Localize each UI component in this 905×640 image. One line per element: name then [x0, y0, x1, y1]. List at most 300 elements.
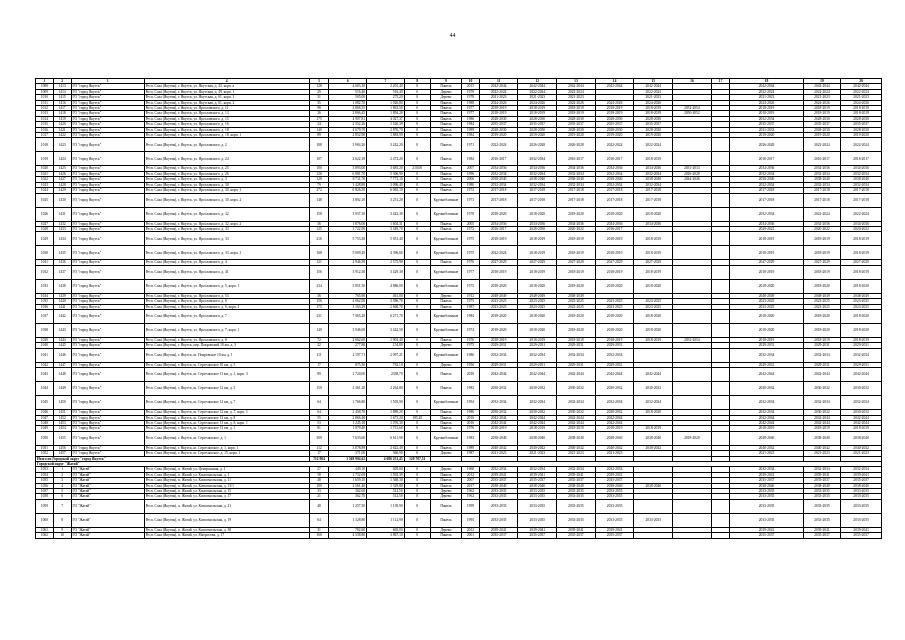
cell-col-19: 2027-2029 — [803, 260, 841, 265]
cell-col-14: 2018-2020 — [595, 279, 634, 293]
cell-col-10: 1986 — [462, 348, 480, 362]
cell-col-12: 2042-2044 — [518, 415, 557, 420]
cell-col-6: 1 659,10 — [329, 478, 367, 483]
cell-col-18: 2029-2031 — [730, 362, 803, 367]
page-number: 44 — [449, 33, 456, 39]
cell-col-7: 516,40 — [367, 89, 405, 94]
cell-col-15: 2023-2025 — [634, 304, 673, 309]
cell-col-9: Панель — [430, 410, 461, 415]
cell-col-20: 2018-2019 — [841, 265, 882, 279]
housing-register-table — [35, 78, 882, 539]
cell-col-13: 2023-2025 — [557, 299, 596, 304]
cell-col-5: 234 — [309, 279, 329, 293]
cell-col-11: 2023-2025 — [479, 304, 518, 309]
cell-col-13: 2032-2034 — [557, 396, 596, 410]
cell-col-4: Респ. Саха (Якутия), г. Якутск, ул. Ярославского, д. 24 — [144, 152, 309, 166]
cell-col-20: 2017-2018 — [841, 188, 882, 193]
cell-col-2: 1457 — [53, 451, 71, 456]
cell-col-13: 2034-2036 — [557, 166, 596, 171]
column-header-5: 5 — [309, 79, 329, 84]
cell-col-17 — [711, 513, 730, 527]
cell-col-2: 9 — [53, 527, 71, 532]
cell-col-10: 1973 — [462, 193, 480, 207]
cell-col-8: 0 — [404, 122, 430, 127]
cell-col-14: 2032-2034 — [595, 182, 634, 187]
cell-col-5: 128 — [309, 177, 329, 182]
cell-col-18: 2020-2022 — [730, 226, 803, 231]
cell-col-19: 2018-2019 — [803, 426, 841, 431]
cell-col-20: 2038-2040 — [841, 483, 882, 488]
cell-col-18: 2032-2034 — [730, 182, 803, 187]
cell-col-11: 2032-2034 — [479, 467, 518, 472]
cell-col-13: 2018-2019 — [557, 337, 596, 342]
cell-col-18: 2039-2041 — [730, 472, 803, 477]
total-label: Итого по Городской округ "город Якутск" — [36, 456, 310, 461]
cell-col-5: 35 — [309, 100, 329, 105]
cell-col-7: 1 604,31 — [367, 221, 405, 226]
cell-col-12: 2018-2019 — [518, 106, 557, 111]
cell-col-16 — [673, 279, 712, 293]
cell-col-11: 2016-2017 — [479, 152, 518, 166]
cell-col-20: 2022-2024 — [841, 207, 882, 221]
cell-col-5: 48 — [309, 478, 329, 483]
cell-col-10: 1994 — [462, 396, 480, 410]
cell-col-12: 2030-2032 — [518, 382, 557, 396]
cell-col-4: Респ. Саха (Якутия), г. Якутск, ш. Сергеляхское 13 км, д. 1 — [144, 426, 309, 431]
cell-col-9: Крупноблочные — [430, 207, 461, 221]
column-header-10: 10 — [462, 79, 480, 84]
cell-col-8: 0 — [404, 467, 430, 472]
cell-col-18: 2035-2037 — [730, 478, 803, 483]
cell-col-20: 2035-2037 — [841, 122, 882, 127]
cell-col-3: ГО "Жатай" — [71, 483, 144, 488]
cell-col-5: 98 — [309, 106, 329, 111]
cell-col-19: 2042-2044 — [803, 368, 841, 382]
cell-col-17 — [711, 533, 730, 538]
cell-col-7: 1 526,39 — [367, 122, 405, 127]
cell-col-3: ГО "Жатай" — [71, 467, 144, 472]
cell-col-19: 2022-2024 — [803, 207, 841, 221]
cell-col-15: 2018-2020 — [634, 279, 673, 293]
cell-col-11: 2018-2019 — [479, 106, 518, 111]
cell-col-6: 1 876,06 — [329, 221, 367, 226]
cell-col-6: 782,60 — [329, 527, 367, 532]
cell-col-9: Дерево — [430, 467, 461, 472]
cell-col-19: 2018-2019 — [803, 111, 841, 116]
cell-col-16 — [673, 265, 712, 279]
cell-col-5: 216 — [309, 232, 329, 246]
cell-col-2: 1445 — [53, 343, 71, 348]
cell-col-15: 2032-2034 — [634, 171, 673, 176]
cell-col-12: 2024-2026 — [518, 100, 557, 105]
cell-col-2: 1417 — [53, 106, 71, 111]
cell-col-6: 7 065,20 — [329, 309, 367, 323]
cell-col-15: 2032-2034 — [634, 182, 673, 187]
cell-col-7: 1 883,99 — [367, 133, 405, 138]
cell-col-16 — [673, 382, 712, 396]
cell-col-11: 2038-2040 — [479, 431, 518, 445]
cell-col-17 — [711, 431, 730, 445]
cell-col-10: 2016 — [462, 420, 480, 425]
cell-col-5: 33 — [309, 489, 329, 494]
cell-col-2: 1414 — [53, 89, 71, 94]
cell-col-1: 1043 — [36, 368, 54, 382]
cell-col-8: 0 — [404, 489, 430, 494]
cell-col-5: 89 — [309, 368, 329, 382]
cell-col-2: 1433 — [53, 226, 71, 231]
cell-col-2: 1427 — [53, 177, 71, 182]
cell-col-7: 2 201,40 — [367, 84, 405, 89]
cell-col-16 — [673, 193, 712, 207]
cell-col-6: 362,60 — [329, 489, 367, 494]
cell-col-15: 2018-2019 — [634, 106, 673, 111]
cell-col-12: 2026-2028 — [518, 138, 557, 152]
column-header-11: 11 — [479, 79, 518, 84]
cell-col-6: 8 711,70 — [329, 177, 367, 182]
cell-col-12: 2027-2029 — [518, 260, 557, 265]
cell-col-10: 1996 — [462, 171, 480, 176]
cell-col-15: 2018-2019 — [634, 426, 673, 431]
cell-col-6: 4 062,90 — [329, 299, 367, 304]
cell-col-5: 64 — [309, 513, 329, 527]
cell-col-7: 1 673,20 — [367, 415, 405, 420]
cell-col-9: Панель — [430, 116, 461, 121]
cell-col-11: 2032-2034 — [479, 348, 518, 362]
cell-col-8: 0 — [404, 171, 430, 176]
cell-col-18: 2024-2026 — [730, 100, 803, 105]
cell-col-20: 2022-2024 — [841, 138, 882, 152]
cell-col-1: 1049 — [36, 426, 54, 431]
cell-col-12: 2033-2035 — [518, 513, 557, 527]
cell-col-8: 0 — [404, 265, 430, 279]
cell-col-10: 1978 — [462, 207, 480, 221]
cell-col-10: 1978 — [462, 95, 480, 100]
cell-col-12: 2028-2030 — [518, 226, 557, 231]
cell-col-11: 2022-2024 — [479, 246, 518, 260]
cell-col-8: 0 — [404, 152, 430, 166]
cell-col-8: 0 — [404, 362, 430, 367]
cell-col-16 — [673, 138, 712, 152]
cell-col-1: 1023 — [36, 182, 54, 187]
cell-col-1: 1041 — [36, 348, 54, 362]
cell-col-15: 2017-2018 — [634, 193, 673, 207]
cell-col-20: 2038-2040 — [841, 431, 882, 445]
cell-col-20: 2028-2030 — [841, 127, 882, 132]
cell-col-6: 5 753,30 — [329, 232, 367, 246]
cell-col-3: ГО "город Якутск" — [71, 382, 144, 396]
table-row — [36, 396, 882, 410]
cell-col-14: 2018-2019 — [595, 106, 634, 111]
cell-col-14: 2035-2037 — [595, 533, 634, 538]
cell-col-4: Респ. Саха (Якутия), г. Якутск, ул. Ярославского, д. 41 — [144, 265, 309, 279]
cell-col-1: 1059 — [36, 499, 54, 513]
cell-col-13: 2033-2035 — [557, 489, 596, 494]
cell-col-4: Респ. Саха (Якутия), г. Якутск, ш. Сергеляхское 12 км, д. 7 — [144, 396, 309, 410]
cell-col-14: 2029-2031 — [595, 362, 634, 367]
cell-col-18: 2021-2023 — [730, 95, 803, 100]
cell-col-12: 2032-2034 — [518, 171, 557, 176]
cell-col-14: 2032-2034 — [595, 467, 634, 472]
cell-col-5: 36 — [309, 293, 329, 298]
cell-col-16: 2044-2046 — [673, 177, 712, 182]
cell-col-19: 2018-2020 — [803, 279, 841, 293]
cell-col-19: 2035-2037 — [803, 122, 841, 127]
cell-col-20: 2030-2032 — [841, 410, 882, 415]
cell-col-8: 0 — [404, 106, 430, 111]
cell-col-3: ГО "город Якутск" — [71, 323, 144, 337]
cell-col-12: 2034-2036 — [518, 166, 557, 171]
cell-col-12: 2048-2049 — [518, 293, 557, 298]
cell-col-9: Дерево — [430, 527, 461, 532]
cell-col-1: 1038 — [36, 323, 54, 337]
cell-col-1: 1058 — [36, 494, 54, 499]
cell-col-11: 2040-2042 — [479, 445, 518, 450]
cell-col-18: 2040-2042 — [730, 445, 803, 450]
cell-col-17 — [711, 323, 730, 337]
cell-col-1: 1014 — [36, 116, 54, 121]
cell-col-6: 4 603,10 — [329, 84, 367, 89]
cell-col-5: 272 — [309, 188, 329, 193]
cell-col-15: 2018-2019 — [634, 246, 673, 260]
cell-col-19: 2017-2018 — [803, 188, 841, 193]
cell-col-13: 2020-2022 — [557, 226, 596, 231]
cell-col-20: 2018-2019 — [841, 232, 882, 246]
cell-col-13: 2035-2037 — [557, 478, 596, 483]
cell-col-5: 168 — [309, 246, 329, 260]
cell-col-20: 2017-2018 — [841, 193, 882, 207]
cell-col-11: 2019-2020 — [479, 133, 518, 138]
cell-col-18: 2035-2037 — [730, 533, 803, 538]
cell-col-4: Респ. Саха (Якутия), г. Якутск, ул. Ярославского, д. 3 — [144, 177, 309, 182]
cell-col-10: 1988 — [462, 100, 480, 105]
cell-col-12: 2029-2031 — [518, 343, 557, 348]
cell-col-4: Респ. Саха (Якутия), г. Якутск, ул. Ярославского, д. 6 — [144, 299, 309, 304]
cell-col-6: 277,80 — [329, 343, 367, 348]
cell-col-2: 1422 — [53, 133, 71, 138]
cell-col-15 — [634, 348, 673, 362]
cell-col-13: 2027-2029 — [557, 260, 596, 265]
cell-col-6: 765,90 — [329, 293, 367, 298]
cell-col-6: 3 937,30 — [329, 207, 367, 221]
column-header-2: 2 — [53, 79, 71, 84]
cell-col-10: 1987 — [462, 451, 480, 456]
cell-col-15: 2038-2040 — [634, 431, 673, 445]
cell-col-18: 2033-2035 — [730, 489, 803, 494]
cell-col-14: 2016-2017 — [595, 152, 634, 166]
cell-col-20: 2039-2041 — [841, 472, 882, 477]
cell-col-9: Панель — [430, 445, 461, 450]
cell-col-14: 2042-2044 — [595, 368, 634, 382]
cell-col-1: 1026 — [36, 207, 54, 221]
cell-col-1: 1027 — [36, 221, 54, 226]
cell-col-20: 2020-2022 — [841, 226, 882, 231]
cell-col-20: 2039-2041 — [841, 527, 882, 532]
cell-col-19: 2034-2036 — [803, 221, 841, 226]
cell-col-4: Респ. Саха (Якутия), г. Якутск, ул. Ярославского, д. 18, корп. 1 — [144, 133, 309, 138]
cell-col-9: Панель — [430, 499, 461, 513]
cell-col-15: 2018-2020 — [634, 207, 673, 221]
cell-col-18: 2018-2019 — [730, 232, 803, 246]
cell-col-3: ГО "город Якутск" — [71, 111, 144, 116]
cell-col-4: Респ. Саха (Якутия), г. Якутск, ул. Ярославского, д. 53 — [144, 293, 309, 298]
cell-col-19: 2018-2020 — [803, 323, 841, 337]
cell-col-20: 2030-2032 — [841, 382, 882, 396]
cell-col-13: 2030-2032 — [557, 382, 596, 396]
cell-col-1: 1017 — [36, 133, 54, 138]
cell-col-20: 2022-2024 — [841, 89, 882, 94]
cell-col-13: 2021-2023 — [557, 95, 596, 100]
cell-col-8: 0 — [404, 293, 430, 298]
cell-col-8: 0 — [404, 221, 430, 226]
cell-col-18: 2032-2034 — [730, 116, 803, 121]
cell-col-17 — [711, 207, 730, 221]
cell-col-2: 7 — [53, 499, 71, 513]
cell-col-3: ГО "город Якутск" — [71, 138, 144, 152]
cell-col-5: 125 — [309, 226, 329, 231]
cell-col-19: 2030-2032 — [803, 382, 841, 396]
cell-col-7: 1 863,50 — [367, 106, 405, 111]
cell-col-20: 2032-2034 — [841, 396, 882, 410]
cell-col-3: ГО "город Якутск" — [71, 299, 144, 304]
cell-col-1: 1032 — [36, 265, 54, 279]
cell-col-1: 1024 — [36, 188, 54, 193]
cell-col-19: 2018-2019 — [803, 106, 841, 111]
table-row — [36, 207, 882, 221]
cell-col-1: 1062 — [36, 533, 54, 538]
cell-col-1: 1022 — [36, 177, 54, 182]
cell-col-7: 5 051,40 — [367, 232, 405, 246]
cell-col-2: 1438 — [53, 279, 71, 293]
cell-col-7: 1 139,90 — [367, 499, 405, 513]
cell-col-6: 2 720,00 — [329, 368, 367, 382]
cell-col-15: 2038-2040 — [634, 483, 673, 488]
cell-col-5: 175 — [309, 304, 329, 309]
cell-col-6: 6 826,50 — [329, 188, 367, 193]
cell-col-19: 2021-2023 — [803, 95, 841, 100]
cell-col-18: 2018-2019 — [730, 106, 803, 111]
cell-col-11: 2017-2018 — [479, 193, 518, 207]
cell-col-8: 0 — [404, 348, 430, 362]
cell-col-15 — [634, 499, 673, 513]
cell-col-9: Дерево — [430, 489, 461, 494]
cell-col-8: 0 — [404, 483, 430, 488]
cell-col-13: 2035-2037 — [557, 122, 596, 127]
cell-col-2: 3 — [53, 478, 71, 483]
cell-col-3: ГО "город Якутск" — [71, 171, 144, 176]
cell-col-9: Дерево — [430, 343, 461, 348]
cell-col-18: 2033-2035 — [730, 499, 803, 513]
cell-col-4: Респ. Саха (Якутия), г. Якутск, ул. Ярославского, д. 11 — [144, 106, 309, 111]
cell-col-4: Респ. Саха (Якутия), п. Жатай, ул. Комсомольская, д. 1 — [144, 472, 309, 477]
cell-col-3: ГО "город Якутск" — [71, 420, 144, 425]
cell-col-11: 2033-2035 — [479, 499, 518, 513]
table-row — [36, 279, 882, 293]
cell-col-13: 2018-2020 — [557, 323, 596, 337]
cell-col-19: 2023-2025 — [803, 299, 841, 304]
cell-col-18: 2034-2036 — [730, 221, 803, 226]
cell-col-8: 0 — [404, 188, 430, 193]
cell-col-7: 1 731,60 — [367, 426, 405, 431]
cell-col-4: Респ. Саха (Якутия), г. Якутск, ш. Сергеляхское 10 км, д. 5 — [144, 362, 309, 367]
cell-col-14: 2019-2020 — [595, 133, 634, 138]
cell-col-9: Панель — [430, 299, 461, 304]
cell-col-2: 1419 — [53, 116, 71, 121]
cell-col-14: 2038-2040 — [595, 177, 634, 182]
cell-col-14: 2034-2036 — [595, 221, 634, 226]
cell-col-1: 1035 — [36, 299, 54, 304]
cell-col-8: 0 — [404, 323, 430, 337]
cell-col-13: 2042-2044 — [557, 368, 596, 382]
cell-col-3: ГО "город Якутск" — [71, 415, 144, 420]
cell-col-14: 2021-2023 — [595, 451, 634, 456]
cell-col-10: 1962 — [462, 494, 480, 499]
cell-col-5: 111 — [309, 348, 329, 362]
cell-col-13: 2032-2034 — [557, 171, 596, 176]
cell-col-20: 2018-2019 — [841, 426, 882, 431]
cell-col-11: 2030-2032 — [479, 410, 518, 415]
cell-col-8: 0 — [404, 368, 430, 382]
cell-col-13: 2017-2018 — [557, 193, 596, 207]
cell-col-15: 2030-2032 — [634, 382, 673, 396]
cell-col-18: 2039-2041 — [730, 527, 803, 532]
cell-col-6: 2 062,60 — [329, 337, 367, 342]
cell-col-19: 2016-2017 — [803, 152, 841, 166]
cell-col-1: 1042 — [36, 362, 54, 367]
cell-col-2: 1441 — [53, 304, 71, 309]
cell-col-7: 461,00 — [367, 293, 405, 298]
cell-col-8: 0 — [404, 232, 430, 246]
cell-col-14: 2042-2044 — [595, 84, 634, 89]
cell-col-3: ГО "Жатай" — [71, 472, 144, 477]
cell-col-20: 2021-2023 — [841, 95, 882, 100]
cell-col-3: ГО "город Якутск" — [71, 348, 144, 362]
cell-col-20: 2018-2019 — [841, 111, 882, 116]
column-header-12: 12 — [518, 79, 557, 84]
table-row — [36, 368, 882, 382]
cell-col-11: 2022-2024 — [479, 138, 518, 152]
cell-col-19: 2042-2044 — [803, 415, 841, 420]
cell-col-20: 2048-2049 — [841, 293, 882, 298]
cell-col-20: 2018-2020 — [841, 309, 882, 323]
cell-col-12: 2023-2025 — [518, 299, 557, 304]
cell-col-19: 2039-2041 — [803, 472, 841, 477]
cell-col-6: 2 197,71 — [329, 348, 367, 362]
cell-col-11: 2042-2044 — [479, 415, 518, 420]
cell-col-16 — [673, 499, 712, 513]
cell-col-15: 2023-2025 — [634, 299, 673, 304]
column-header-9: 9 — [430, 79, 461, 84]
cell-col-12: 2023-2025 — [518, 304, 557, 309]
cell-col-3: ГО "город Якутск" — [71, 368, 144, 382]
cell-col-4: Респ. Саха (Якутия), п. Жатай, ул. Комсомольская, д. 13/1 — [144, 483, 309, 488]
total-cell-col-7: 4 686 251,45 — [367, 456, 405, 461]
cell-col-18: 2022-2024 — [730, 89, 803, 94]
cell-col-18: 2021-2023 — [730, 451, 803, 456]
cell-col-5: 140 — [309, 323, 329, 337]
cell-col-9: Панель — [430, 368, 461, 382]
cell-col-9: Панель — [430, 171, 461, 176]
cell-col-2: 1453 — [53, 420, 71, 425]
cell-col-12: 2038-2040 — [518, 483, 557, 488]
cell-col-20: 2034-2036 — [841, 221, 882, 226]
cell-col-19: 2032-2034 — [803, 171, 841, 176]
cell-col-2: 1446 — [53, 348, 71, 362]
cell-col-12: 2018-2019 — [518, 426, 557, 431]
cell-col-16 — [673, 533, 712, 538]
cell-col-11: 2034-2036 — [479, 221, 518, 226]
cell-col-3: ГО "Жатай" — [71, 527, 144, 532]
cell-col-7: 1 505,90 — [367, 396, 405, 410]
